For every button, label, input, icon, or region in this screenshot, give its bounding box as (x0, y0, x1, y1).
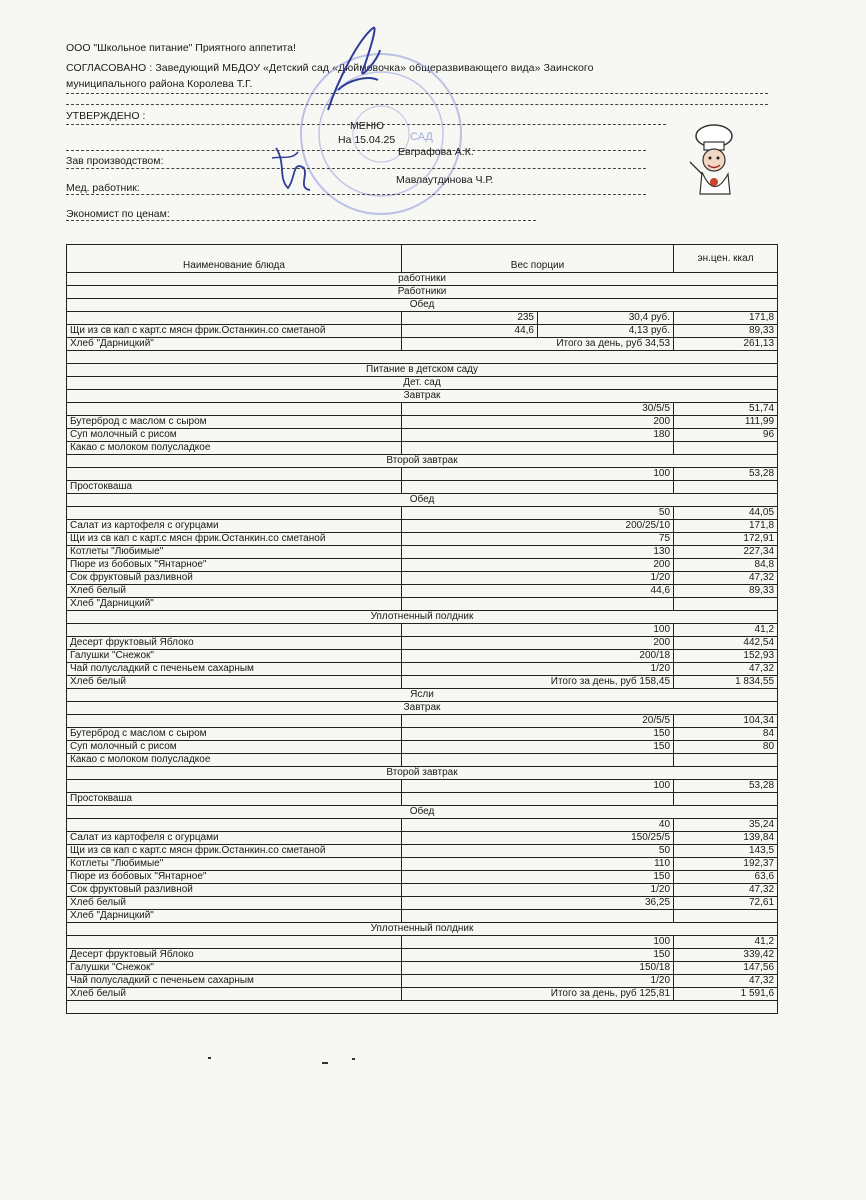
kcal-value: 147,56 (674, 962, 778, 975)
kcal-value (674, 598, 778, 611)
table-row (67, 780, 778, 793)
blank-cell (67, 351, 778, 364)
kcal-total: 1 591,6 (674, 988, 778, 1001)
section-row (67, 390, 778, 403)
kcal-value (674, 481, 778, 494)
portion-weight: 1/20 (402, 884, 674, 897)
section-label: Второй завтрак (67, 455, 778, 468)
blank-cell (67, 1001, 778, 1014)
portion-weight: 50 (402, 845, 674, 858)
menu-title: МЕНЮ (350, 120, 384, 132)
portion-weight: 150 (402, 871, 674, 884)
stamp-text: САД (410, 131, 433, 143)
portion-weight: 100 (402, 624, 674, 637)
section-label: Второй завтрак (67, 767, 778, 780)
dish-name: Бутерброд с маслом с сыром (67, 728, 402, 741)
dish-name (67, 819, 402, 832)
blank-row (67, 1001, 778, 1014)
table-row (67, 715, 778, 728)
menu-table-body (67, 273, 778, 1014)
table-row (67, 325, 778, 338)
signature-agreed (318, 20, 388, 120)
portion-price: 30,4 руб. (538, 312, 674, 325)
kcal-value: 96 (674, 429, 778, 442)
dish-name: Суп молочный с рисом (67, 429, 402, 442)
table-row (67, 975, 778, 988)
kcal-value: 84,8 (674, 559, 778, 572)
portion-weight: 200 (402, 559, 674, 572)
table-row (67, 598, 778, 611)
kcal-value: 89,33 (674, 325, 778, 338)
table-row (67, 741, 778, 754)
portion-weight: 200 (402, 416, 674, 429)
table-row (67, 507, 778, 520)
dish-name: Чай полусладкий с печеньем сахарным (67, 663, 402, 676)
portion-weight (402, 910, 674, 923)
table-row (67, 897, 778, 910)
col-header-kcal: эн.цен. ккал (674, 245, 778, 273)
table-row (67, 572, 778, 585)
table-row (67, 936, 778, 949)
table-row (67, 520, 778, 533)
chef-icon (682, 122, 742, 202)
portion-weight: 110 (402, 858, 674, 871)
portion-weight (402, 754, 674, 767)
kcal-value: 104,34 (674, 715, 778, 728)
table-row (67, 403, 778, 416)
kcal-value: 139,84 (674, 832, 778, 845)
dish-name: Сок фруктовый разливной (67, 572, 402, 585)
portion-weight: 100 (402, 936, 674, 949)
table-row (67, 533, 778, 546)
dish-name: Простокваша (67, 481, 402, 494)
portion-weight: 75 (402, 533, 674, 546)
dish-name: Хлеб "Дарницкий" (67, 910, 402, 923)
portion-weight: 200 (402, 637, 674, 650)
kcal-value: 44,05 (674, 507, 778, 520)
portion-weight: 100 (402, 780, 674, 793)
portion-weight: 130 (402, 546, 674, 559)
portion-price: 4,13 руб. (538, 325, 674, 338)
kcal-value: 35,24 (674, 819, 778, 832)
col-header-weight: Вес порции (402, 245, 674, 273)
kcal-total: 261,13 (674, 338, 778, 351)
scan-speck (208, 1057, 211, 1059)
economist-underline (66, 220, 536, 221)
section-row (67, 689, 778, 702)
col-header-name: Наименование блюда (67, 245, 402, 273)
section-label: Завтрак (67, 390, 778, 403)
kcal-value: 84 (674, 728, 778, 741)
table-row (67, 910, 778, 923)
kcal-value: 51,74 (674, 403, 778, 416)
table-row (67, 624, 778, 637)
kcal-value (674, 442, 778, 455)
table-row (67, 468, 778, 481)
kcal-value: 442,54 (674, 637, 778, 650)
portion-weight: 150/18 (402, 962, 674, 975)
dish-name: Салат из картофеля с огурцами (67, 832, 402, 845)
dish-name: Хлеб белый (67, 676, 402, 689)
portion-weight: 1/20 (402, 975, 674, 988)
day-total: Итого за день, руб 34,53 (402, 338, 674, 351)
dish-name: Хлеб белый (67, 988, 402, 1001)
dish-name (67, 624, 402, 637)
section-label: Питание в детском саду (67, 364, 778, 377)
section-label: Ясли (67, 689, 778, 702)
table-row (67, 832, 778, 845)
portion-weight (402, 598, 674, 611)
scan-speck (322, 1062, 328, 1064)
dish-name: Котлеты "Любимые" (67, 858, 402, 871)
dish-name: Хлеб белый (67, 585, 402, 598)
section-row (67, 806, 778, 819)
portion-weight: 100 (402, 468, 674, 481)
kcal-value: 47,32 (674, 975, 778, 988)
kcal-value (674, 910, 778, 923)
table-row (67, 871, 778, 884)
dish-name: Чай полусладкий с печеньем сахарным (67, 975, 402, 988)
kcal-value: 53,28 (674, 780, 778, 793)
table-row (67, 585, 778, 598)
portion-weight: 150 (402, 728, 674, 741)
section-label: Обед (67, 806, 778, 819)
dish-name: Хлеб "Дарницкий" (67, 338, 402, 351)
table-row (67, 845, 778, 858)
kcal-total: 1 834,55 (674, 676, 778, 689)
kcal-value: 143,5 (674, 845, 778, 858)
portion-weight: 235 (402, 312, 538, 325)
dish-name: Галушки "Снежок" (67, 650, 402, 663)
table-row (67, 819, 778, 832)
portion-weight (402, 793, 674, 806)
blank-row (67, 351, 778, 364)
table-row (67, 637, 778, 650)
portion-weight: 36,25 (402, 897, 674, 910)
dish-name: Десерт фруктовый Яблоко (67, 949, 402, 962)
kcal-value: 41,2 (674, 936, 778, 949)
kcal-value: 172,91 (674, 533, 778, 546)
section-row (67, 286, 778, 299)
table-row (67, 546, 778, 559)
medic-underline (66, 194, 646, 195)
section-row (67, 923, 778, 936)
dish-name: Пюре из бобовых "Янтарное" (67, 559, 402, 572)
portion-weight: 180 (402, 429, 674, 442)
dish-name: Какао с молоком полусладкое (67, 442, 402, 455)
table-row (67, 650, 778, 663)
section-row (67, 494, 778, 507)
menu-date: На 15.04.25 (338, 134, 396, 146)
portion-weight: 200/25/10 (402, 520, 674, 533)
kcal-value: 53,28 (674, 468, 778, 481)
kcal-value: 152,93 (674, 650, 778, 663)
table-header-row (67, 245, 778, 273)
menu-table (66, 244, 778, 1014)
table-row (67, 416, 778, 429)
table-row (67, 728, 778, 741)
portion-weight: 40 (402, 819, 674, 832)
medic-label: Мед. работник: (66, 182, 140, 194)
section-row (67, 702, 778, 715)
dish-name (67, 507, 402, 520)
company-line: ООО "Школьное питание" Приятного аппетита! (66, 42, 296, 54)
table-row (67, 481, 778, 494)
dish-name: Бутерброд с маслом с сыром (67, 416, 402, 429)
portion-weight (402, 481, 674, 494)
table-row (67, 884, 778, 897)
agreed-line-2: муниципального района Королева Т.Г. (66, 78, 253, 90)
table-row (67, 559, 778, 572)
dish-name: Щи из св кап с карт.с мясн фрик.Останкин.со сметаной (67, 325, 402, 338)
portion-weight: 150 (402, 949, 674, 962)
section-row (67, 273, 778, 286)
section-row (67, 611, 778, 624)
dish-name: Пюре из бобовых "Янтарное" (67, 871, 402, 884)
section-row (67, 299, 778, 312)
total-row (67, 338, 778, 351)
kcal-value (674, 793, 778, 806)
kcal-value: 47,32 (674, 572, 778, 585)
dish-name (67, 780, 402, 793)
total-row (67, 988, 778, 1001)
portion-weight: 150 (402, 741, 674, 754)
table-row (67, 858, 778, 871)
dish-name: Какао с молоком полусладкое (67, 754, 402, 767)
section-label: Завтрак (67, 702, 778, 715)
dish-name: Простокваша (67, 793, 402, 806)
day-total: Итого за день, руб 158,45 (402, 676, 674, 689)
section-row (67, 767, 778, 780)
portion-weight: 1/20 (402, 663, 674, 676)
kcal-value: 227,34 (674, 546, 778, 559)
scan-speck (352, 1058, 355, 1060)
kcal-value: 111,99 (674, 416, 778, 429)
kcal-value: 47,32 (674, 663, 778, 676)
approved-label: УТВЕРЖДЕНО : (66, 110, 146, 122)
kcal-value: 72,61 (674, 897, 778, 910)
section-label: работники (67, 273, 778, 286)
section-row (67, 455, 778, 468)
kcal-value: 171,8 (674, 520, 778, 533)
portion-weight: 200/18 (402, 650, 674, 663)
portion-weight: 50 (402, 507, 674, 520)
dish-name: Салат из картофеля с огурцами (67, 520, 402, 533)
kcal-value: 80 (674, 741, 778, 754)
production-name: Евграфова А.К. (398, 146, 474, 158)
medic-name: Мавлаутдинова Ч.Р. (396, 174, 494, 186)
section-label: Дет. сад (67, 377, 778, 390)
production-underline (66, 168, 646, 169)
table-row (67, 429, 778, 442)
dish-name: Галушки "Снежок" (67, 962, 402, 975)
section-label: Уплотненный полдник (67, 611, 778, 624)
section-row (67, 377, 778, 390)
portion-weight: 44,6 (402, 585, 674, 598)
kcal-value: 63,6 (674, 871, 778, 884)
day-total: Итого за день, руб 125,81 (402, 988, 674, 1001)
section-row (67, 364, 778, 377)
portion-weight: 150/25/5 (402, 832, 674, 845)
portion-weight: 1/20 (402, 572, 674, 585)
kcal-value: 171,8 (674, 312, 778, 325)
dish-name: Суп молочный с рисом (67, 741, 402, 754)
dish-name: Щи из св кап с карт.с мясн фрик.Останкин.со сметаной (67, 533, 402, 546)
table-row (67, 754, 778, 767)
table-row (67, 962, 778, 975)
dish-name: Котлеты "Любимые" (67, 546, 402, 559)
kcal-value: 47,32 (674, 884, 778, 897)
dish-name: Хлеб "Дарницкий" (67, 598, 402, 611)
section-label: Уплотненный полдник (67, 923, 778, 936)
table-row (67, 312, 778, 325)
dish-name: Щи из св кап с карт.с мясн фрик.Останкин.со сметаной (67, 845, 402, 858)
kcal-value: 192,37 (674, 858, 778, 871)
dish-name: Сок фруктовый разливной (67, 884, 402, 897)
kcal-value: 89,33 (674, 585, 778, 598)
section-label: Обед (67, 299, 778, 312)
table-row (67, 949, 778, 962)
economist-label: Экономист по ценам: (66, 208, 170, 220)
dish-name (67, 715, 402, 728)
total-row (67, 676, 778, 689)
table-row (67, 663, 778, 676)
table-row (67, 793, 778, 806)
section-label: Работники (67, 286, 778, 299)
kcal-value (674, 754, 778, 767)
kcal-value: 41,2 (674, 624, 778, 637)
dish-name (67, 936, 402, 949)
dish-name (67, 403, 402, 416)
dish-name: Десерт фруктовый Яблоко (67, 637, 402, 650)
kcal-value: 339,42 (674, 949, 778, 962)
portion-weight (402, 442, 674, 455)
portion-weight: 30/5/5 (402, 403, 674, 416)
dish-name (67, 468, 402, 481)
table-row (67, 442, 778, 455)
dish-name: Хлеб белый (67, 897, 402, 910)
agreed-line-1: СОГЛАСОВАНО : Заведующий МБДОУ «Детский сад «Дюймовочка» общеразвивающего вида» Заинского (66, 62, 594, 74)
dish-name (67, 312, 402, 325)
portion-weight: 44,6 (402, 325, 538, 338)
production-label: Зав производством: (66, 155, 164, 167)
section-label: Обед (67, 494, 778, 507)
portion-weight: 20/5/5 (402, 715, 674, 728)
